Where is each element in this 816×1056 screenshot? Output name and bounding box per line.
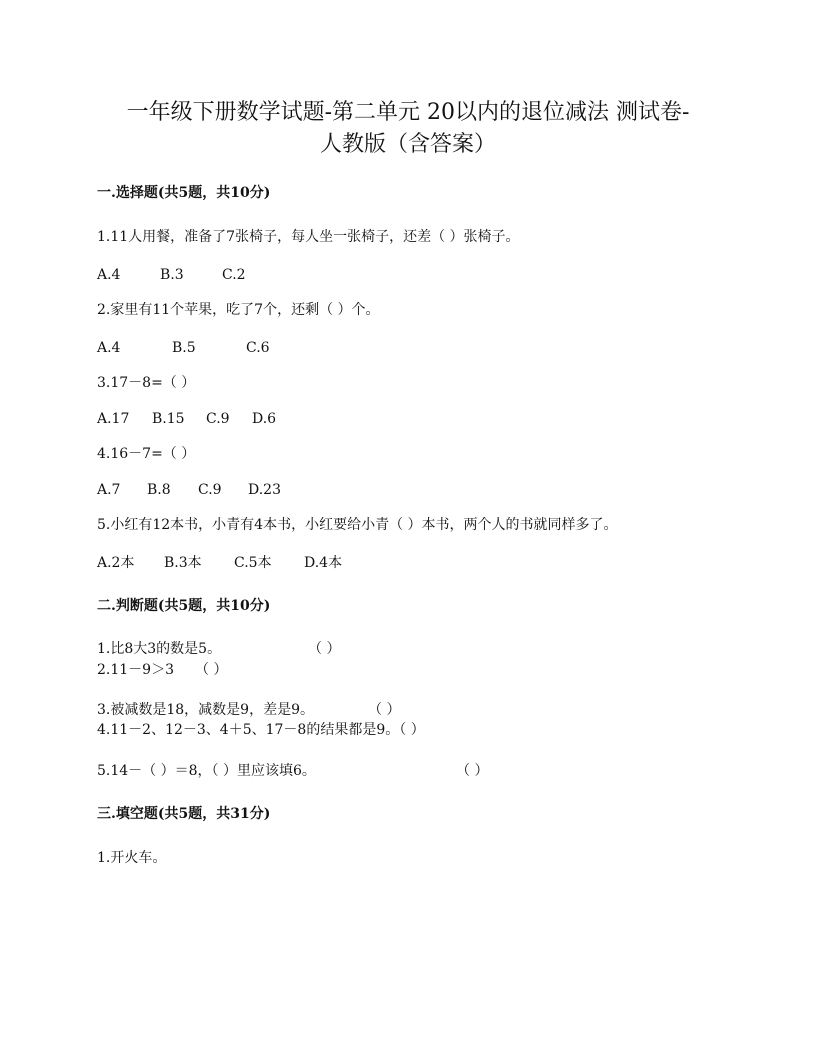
fill-blank-item: 1.开火车。 — [97, 850, 167, 866]
section-heading-fill-blank: 三.填空题(共5题，共31分) — [97, 806, 271, 822]
section-heading-judgment: 二.判断题(共5题，共10分) — [97, 598, 271, 614]
section-heading-choice: 一.选择题(共5题，共10分) — [97, 185, 271, 201]
option-c: C.6 — [246, 340, 270, 356]
option-b: B.3本 — [164, 555, 202, 571]
question-stem: 2.家里有11个苹果，吃了7个，还剩（ ）个。 — [97, 302, 380, 318]
option-a: A.2本 — [97, 555, 135, 571]
option-b: B.15 — [152, 411, 185, 427]
option-a: A.4 — [97, 340, 121, 356]
option-c: C.9 — [206, 411, 230, 427]
question-stem: 5.小红有12本书，小青有4本书，小红要给小青（ ）本书，两个人的书就同样多了。 — [97, 517, 618, 533]
question-stem: 4.16－7=（ ） — [97, 446, 196, 462]
judgment-item: 4.11－2、12－3、4＋5、17－8的结果都是9。（ ） — [97, 722, 425, 738]
document-title-line1: 一年级下册数学试题-第二单元 20以内的退位减法 测试卷- — [126, 100, 690, 125]
option-d: D.23 — [248, 482, 281, 498]
option-a: A.7 — [97, 482, 121, 498]
document-title-line2: 人教版（含答案） — [319, 132, 496, 157]
question-stem: 1.11人用餐，准备了7张椅子，每人坐一张椅子，还差（ ）张椅子。 — [97, 229, 520, 245]
judgment-item: 2.11－9＞3 — [97, 662, 174, 678]
answer-parentheses: （ ） — [368, 702, 401, 718]
option-a: A.17 — [97, 411, 130, 427]
option-b: B.3 — [160, 267, 184, 283]
judgment-item: 1.比8大3的数是5。 — [97, 641, 222, 657]
option-a: A.4 — [97, 267, 121, 283]
option-c: C.2 — [222, 267, 246, 283]
answer-parentheses: （ ） — [456, 763, 489, 779]
judgment-item: 3.被减数是18，减数是9，差是9。 — [97, 702, 314, 718]
answer-parentheses: （ ） — [308, 641, 341, 657]
answer-parentheses: （ ） — [195, 662, 228, 678]
question-stem: 3.17－8=（ ） — [97, 375, 196, 391]
judgment-item: 5.14－（ ）＝8，（ ）里应该填6。 — [97, 763, 316, 779]
option-d: D.6 — [252, 411, 277, 427]
option-b: B.5 — [172, 340, 196, 356]
option-d: D.4本 — [304, 555, 343, 571]
option-b: B.8 — [147, 482, 171, 498]
option-c: C.5本 — [234, 555, 272, 571]
option-c: C.9 — [198, 482, 222, 498]
